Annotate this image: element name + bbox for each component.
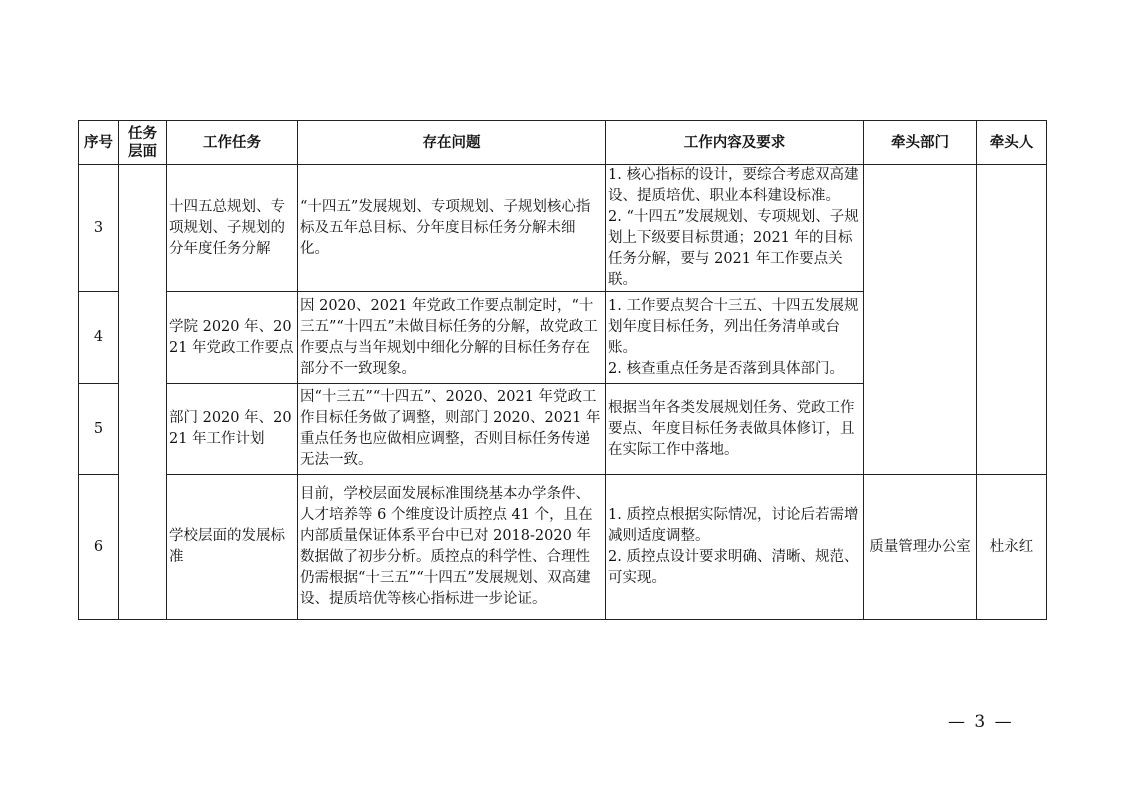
row-seq: 4 — [79, 292, 119, 384]
row-seq: 3 — [79, 165, 119, 292]
row-content: 1. 质控点根据实际情况，讨论后若需增减则适度调整。 2. 质控点设计要求明确、清晰、规范、可实现。 — [606, 475, 864, 620]
row-task: 十四五总规划、专项规划、子规划的分年度任务分解 — [167, 165, 298, 292]
header-seq: 序号 — [79, 121, 119, 165]
header-person: 牵头人 — [977, 121, 1047, 165]
header-task: 工作任务 — [167, 121, 298, 165]
row-content: 1. 工作要点契合十三五、十四五发展规划年度目标任务，列出任务清单或台账。 2. 核查重点任务是否落到具体部门。 — [606, 292, 864, 384]
task-table — [78, 120, 1047, 620]
dept-merged-cell — [864, 165, 977, 475]
row-content: 根据当年各类发展规划任务、党政工作要点、年度目标任务表做具体修订，且在实际工作中落地。 — [606, 384, 864, 475]
task-level-cell — [119, 165, 167, 620]
row-seq: 5 — [79, 384, 119, 475]
row-content: 1. 核心指标的设计，要综合考虑双高建设、提质培优、职业本科建设标准。 2. “十四五”发展规划、专项规划、子规划上下级要目标贯通；2021 年的目标任务分解，要与 2021 年工作要点关联。 — [606, 165, 864, 292]
row-task: 学校层面的发展标准 — [167, 475, 298, 620]
header-problem: 存在问题 — [298, 121, 606, 165]
table-row — [79, 475, 1047, 620]
row-problem: 因 2020、2021 年党政工作要点制定时，“十三五”“十四五”未做目标任务的分解，故党政工作要点与当年规划中细化分解的目标任务存在部分不一致现象。 — [298, 292, 606, 384]
row-problem: 目前，学校层面发展标准围绕基本办学条件、人才培养等 6 个维度设计质控点 41 个，且在内部质量保证体系平台中已对 2018-2020 年数据做了初步分析。质控点的科学性、合理性仍需根据“十三五”“十四五”发展规划、双高建设、提质培优等核心指标进一步论证。 — [298, 475, 606, 620]
page-number: — 3 — — [948, 712, 1014, 732]
row-person: 杜永红 — [977, 475, 1047, 620]
row-problem: “十四五”发展规划、专项规划、子规划核心指标及五年总目标、分年度目标任务分解未细化。 — [298, 165, 606, 292]
person-merged-cell — [977, 165, 1047, 475]
row-problem: 因“十三五”“十四五”、2020、2021 年党政工作目标任务做了调整，则部门 2020、2021 年重点任务也应做相应调整，否则目标任务传递无法一致。 — [298, 384, 606, 475]
header-content: 工作内容及要求 — [606, 121, 864, 165]
table-header-row — [79, 121, 1047, 165]
header-task-level — [119, 121, 167, 165]
header-level-line1: 任务 — [128, 125, 157, 142]
header-dept: 牵头部门 — [864, 121, 977, 165]
row-task: 学院 2020 年、2021 年党政工作要点 — [167, 292, 298, 384]
row-dept: 质量管理办公室 — [864, 475, 977, 620]
row-task: 部门 2020 年、2021 年工作计划 — [167, 384, 298, 475]
row-seq: 6 — [79, 475, 119, 620]
table-row — [79, 165, 1047, 292]
header-level-line2: 层面 — [128, 143, 157, 160]
